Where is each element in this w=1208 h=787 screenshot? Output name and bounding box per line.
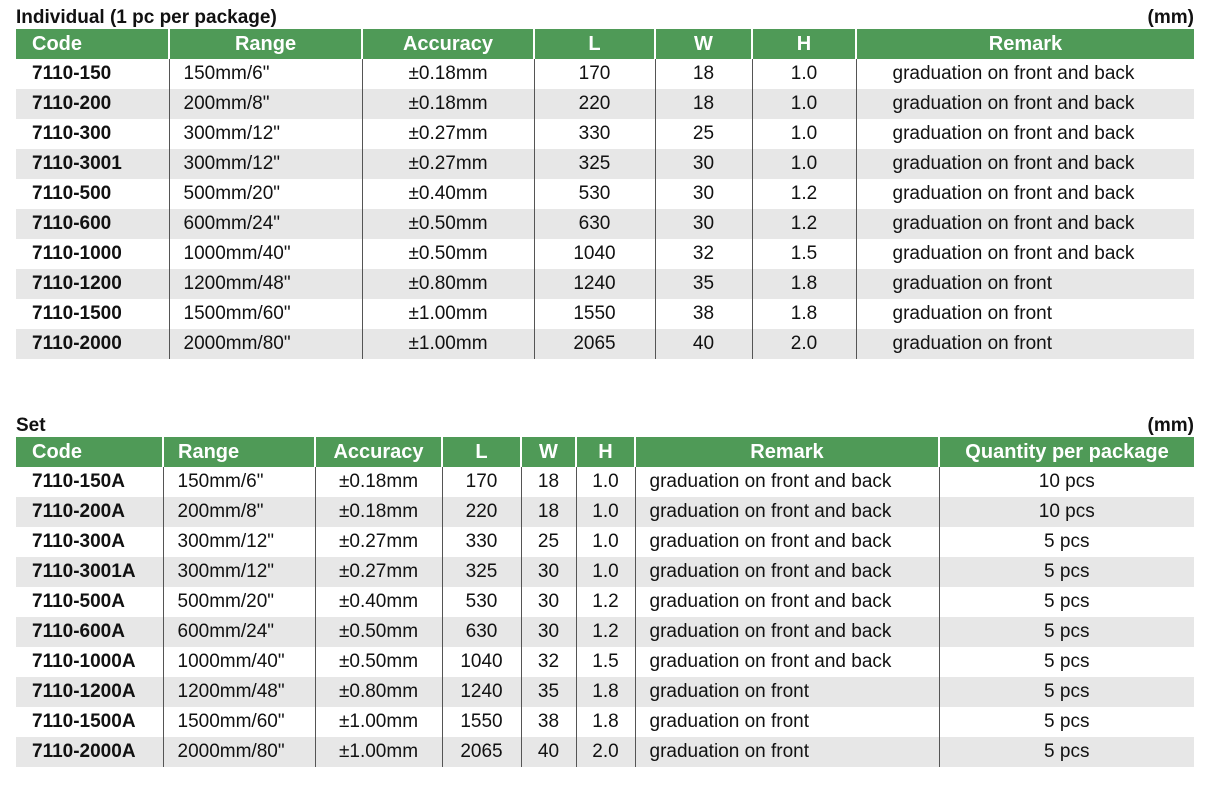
table-cell: 1.5	[576, 647, 635, 677]
table-cell: ±0.27mm	[315, 527, 442, 557]
table-cell: ±1.00mm	[362, 329, 534, 359]
set-section	[16, 415, 1194, 767]
table-cell: 1.5	[752, 239, 856, 269]
table-cell: ±0.50mm	[362, 209, 534, 239]
table-cell: 530	[442, 587, 521, 617]
table-cell: 150mm/6"	[163, 467, 315, 497]
table-row	[16, 467, 1194, 497]
table-cell: graduation on front and back	[635, 647, 939, 677]
table-cell: 1.0	[752, 59, 856, 89]
table-cell: ±0.50mm	[315, 647, 442, 677]
table-cell: 7110-3001	[16, 149, 169, 179]
table-cell: 300mm/12"	[169, 149, 362, 179]
table-cell: 2.0	[752, 329, 856, 359]
table-row	[16, 557, 1194, 587]
table-cell: 600mm/24"	[169, 209, 362, 239]
table-cell: graduation on front and back	[856, 179, 1194, 209]
table-cell: 1.0	[752, 119, 856, 149]
table-cell: ±0.40mm	[362, 179, 534, 209]
table-cell: 1240	[442, 677, 521, 707]
table-cell: 2.0	[576, 737, 635, 767]
col-header-quantity: Quantity per package	[939, 437, 1194, 467]
table-cell: 5 pcs	[939, 677, 1194, 707]
table-cell: 1500mm/60"	[169, 299, 362, 329]
table-cell: graduation on front	[635, 677, 939, 707]
individual-header-row	[16, 29, 1194, 59]
table-cell: 10 pcs	[939, 467, 1194, 497]
table-cell: 220	[534, 89, 655, 119]
table-row	[16, 89, 1194, 119]
set-unit: (mm)	[1147, 415, 1194, 436]
table-cell: 40	[655, 329, 752, 359]
table-cell: 30	[655, 179, 752, 209]
table-cell: 200mm/8"	[169, 89, 362, 119]
table-row	[16, 179, 1194, 209]
individual-title: Individual (1 pc per package)	[16, 7, 277, 28]
table-cell: 35	[521, 677, 576, 707]
table-cell: 1.2	[576, 617, 635, 647]
table-cell: ±1.00mm	[362, 299, 534, 329]
table-cell: ±0.80mm	[362, 269, 534, 299]
table-cell: 40	[521, 737, 576, 767]
table-cell: 300mm/12"	[163, 557, 315, 587]
table-cell: 18	[655, 59, 752, 89]
individual-section	[16, 7, 1194, 359]
col-header-l: L	[442, 437, 521, 467]
table-cell: 300mm/12"	[163, 527, 315, 557]
table-cell: 30	[655, 149, 752, 179]
table-cell: 1.2	[576, 587, 635, 617]
table-cell: ±0.50mm	[362, 239, 534, 269]
table-cell: 600mm/24"	[163, 617, 315, 647]
table-row	[16, 329, 1194, 359]
individual-table-body	[16, 59, 1194, 359]
table-cell: 1.8	[752, 299, 856, 329]
table-cell: graduation on front and back	[856, 149, 1194, 179]
table-cell: 1.0	[752, 149, 856, 179]
table-cell: 7110-3001A	[16, 557, 163, 587]
table-cell: 38	[655, 299, 752, 329]
table-cell: 7110-1500A	[16, 707, 163, 737]
table-cell: 7110-150A	[16, 467, 163, 497]
individual-table	[16, 29, 1194, 359]
set-title: Set	[16, 415, 46, 436]
table-cell: 1240	[534, 269, 655, 299]
table-cell: 18	[521, 467, 576, 497]
table-cell: 7110-200A	[16, 497, 163, 527]
col-header-w: W	[655, 29, 752, 59]
table-cell: graduation on front and back	[856, 59, 1194, 89]
table-row	[16, 59, 1194, 89]
table-cell: 1200mm/48"	[163, 677, 315, 707]
table-cell: ±0.18mm	[362, 89, 534, 119]
table-cell: 630	[534, 209, 655, 239]
table-row	[16, 527, 1194, 557]
table-row	[16, 497, 1194, 527]
table-row	[16, 647, 1194, 677]
table-cell: 7110-2000	[16, 329, 169, 359]
table-cell: 35	[655, 269, 752, 299]
table-cell: 7110-600A	[16, 617, 163, 647]
table-cell: ±0.18mm	[362, 59, 534, 89]
table-cell: 325	[534, 149, 655, 179]
table-cell: 170	[442, 467, 521, 497]
table-cell: 530	[534, 179, 655, 209]
table-cell: 330	[534, 119, 655, 149]
table-cell: 1000mm/40"	[169, 239, 362, 269]
table-cell: graduation on front	[856, 329, 1194, 359]
table-cell: 500mm/20"	[169, 179, 362, 209]
table-cell: ±0.50mm	[315, 617, 442, 647]
table-cell: 500mm/20"	[163, 587, 315, 617]
table-cell: 5 pcs	[939, 587, 1194, 617]
table-cell: 30	[521, 587, 576, 617]
table-cell: 220	[442, 497, 521, 527]
set-title-row	[16, 415, 1194, 437]
table-cell: graduation on front	[856, 299, 1194, 329]
table-row	[16, 269, 1194, 299]
table-cell: 1.8	[752, 269, 856, 299]
col-header-accuracy: Accuracy	[315, 437, 442, 467]
table-row	[16, 587, 1194, 617]
individual-unit: (mm)	[1147, 7, 1194, 28]
table-cell: ±0.18mm	[315, 497, 442, 527]
table-cell: ±0.27mm	[362, 149, 534, 179]
table-cell: 7110-300A	[16, 527, 163, 557]
table-cell: graduation on front and back	[635, 617, 939, 647]
table-cell: graduation on front and back	[856, 209, 1194, 239]
table-cell: 630	[442, 617, 521, 647]
table-cell: ±0.40mm	[315, 587, 442, 617]
table-cell: 1000mm/40"	[163, 647, 315, 677]
table-cell: 25	[521, 527, 576, 557]
table-cell: 1500mm/60"	[163, 707, 315, 737]
table-cell: 1550	[534, 299, 655, 329]
table-cell: 1550	[442, 707, 521, 737]
table-row	[16, 617, 1194, 647]
table-cell: 30	[521, 557, 576, 587]
col-header-h: H	[752, 29, 856, 59]
table-cell: ±0.18mm	[315, 467, 442, 497]
table-cell: 5 pcs	[939, 737, 1194, 767]
col-header-code: Code	[16, 437, 163, 467]
table-row	[16, 119, 1194, 149]
table-cell: 1.0	[576, 467, 635, 497]
table-cell: 18	[521, 497, 576, 527]
table-cell: 5 pcs	[939, 707, 1194, 737]
table-row	[16, 299, 1194, 329]
table-cell: 30	[655, 209, 752, 239]
table-cell: 200mm/8"	[163, 497, 315, 527]
table-cell: graduation on front	[635, 737, 939, 767]
table-cell: 7110-1000A	[16, 647, 163, 677]
table-cell: 7110-1200A	[16, 677, 163, 707]
table-cell: 7110-1200	[16, 269, 169, 299]
table-row	[16, 239, 1194, 269]
table-cell: 5 pcs	[939, 617, 1194, 647]
table-cell: graduation on front and back	[635, 467, 939, 497]
col-header-l: L	[534, 29, 655, 59]
table-cell: 7110-1500	[16, 299, 169, 329]
table-row	[16, 209, 1194, 239]
table-cell: 25	[655, 119, 752, 149]
table-cell: 7110-500A	[16, 587, 163, 617]
table-cell: ±0.27mm	[315, 557, 442, 587]
table-cell: 1.0	[576, 557, 635, 587]
table-cell: 32	[521, 647, 576, 677]
table-cell: 2065	[442, 737, 521, 767]
table-cell: 1.8	[576, 677, 635, 707]
table-cell: 7110-1000	[16, 239, 169, 269]
table-cell: 1.0	[752, 89, 856, 119]
table-row	[16, 149, 1194, 179]
col-header-range: Range	[163, 437, 315, 467]
table-cell: graduation on front and back	[635, 587, 939, 617]
table-cell: 5 pcs	[939, 527, 1194, 557]
col-header-accuracy: Accuracy	[362, 29, 534, 59]
table-cell: 7110-300	[16, 119, 169, 149]
table-cell: 2065	[534, 329, 655, 359]
table-cell: 18	[655, 89, 752, 119]
table-cell: 7110-600	[16, 209, 169, 239]
col-header-h: H	[576, 437, 635, 467]
table-row	[16, 677, 1194, 707]
table-cell: ±1.00mm	[315, 737, 442, 767]
table-cell: 1040	[534, 239, 655, 269]
set-table-body	[16, 467, 1194, 767]
table-cell: 330	[442, 527, 521, 557]
table-cell: 1.0	[576, 497, 635, 527]
table-cell: graduation on front and back	[856, 119, 1194, 149]
table-cell: graduation on front and back	[856, 89, 1194, 119]
table-row	[16, 737, 1194, 767]
table-cell: 5 pcs	[939, 557, 1194, 587]
table-cell: 5 pcs	[939, 647, 1194, 677]
table-cell: 10 pcs	[939, 497, 1194, 527]
table-cell: 1.2	[752, 179, 856, 209]
table-cell: 1040	[442, 647, 521, 677]
table-cell: 170	[534, 59, 655, 89]
table-cell: graduation on front and back	[635, 497, 939, 527]
table-cell: ±0.80mm	[315, 677, 442, 707]
table-cell: 7110-500	[16, 179, 169, 209]
individual-title-row	[16, 7, 1194, 29]
table-cell: 38	[521, 707, 576, 737]
set-header-row	[16, 437, 1194, 467]
table-cell: 30	[521, 617, 576, 647]
table-cell: graduation on front and back	[635, 527, 939, 557]
col-header-range: Range	[169, 29, 362, 59]
table-cell: 1.8	[576, 707, 635, 737]
table-cell: graduation on front	[635, 707, 939, 737]
table-cell: graduation on front and back	[635, 557, 939, 587]
col-header-remark: Remark	[856, 29, 1194, 59]
table-cell: 7110-150	[16, 59, 169, 89]
table-row	[16, 707, 1194, 737]
col-header-w: W	[521, 437, 576, 467]
table-cell: ±1.00mm	[315, 707, 442, 737]
col-header-code: Code	[16, 29, 169, 59]
col-header-remark: Remark	[635, 437, 939, 467]
table-cell: graduation on front	[856, 269, 1194, 299]
table-cell: 7110-2000A	[16, 737, 163, 767]
table-cell: 1200mm/48"	[169, 269, 362, 299]
table-cell: 1.2	[752, 209, 856, 239]
table-cell: 300mm/12"	[169, 119, 362, 149]
table-cell: 325	[442, 557, 521, 587]
table-cell: graduation on front and back	[856, 239, 1194, 269]
table-cell: 7110-200	[16, 89, 169, 119]
table-cell: 150mm/6"	[169, 59, 362, 89]
table-cell: ±0.27mm	[362, 119, 534, 149]
table-cell: 2000mm/80"	[169, 329, 362, 359]
set-table	[16, 437, 1194, 767]
table-cell: 1.0	[576, 527, 635, 557]
table-cell: 2000mm/80"	[163, 737, 315, 767]
table-cell: 32	[655, 239, 752, 269]
